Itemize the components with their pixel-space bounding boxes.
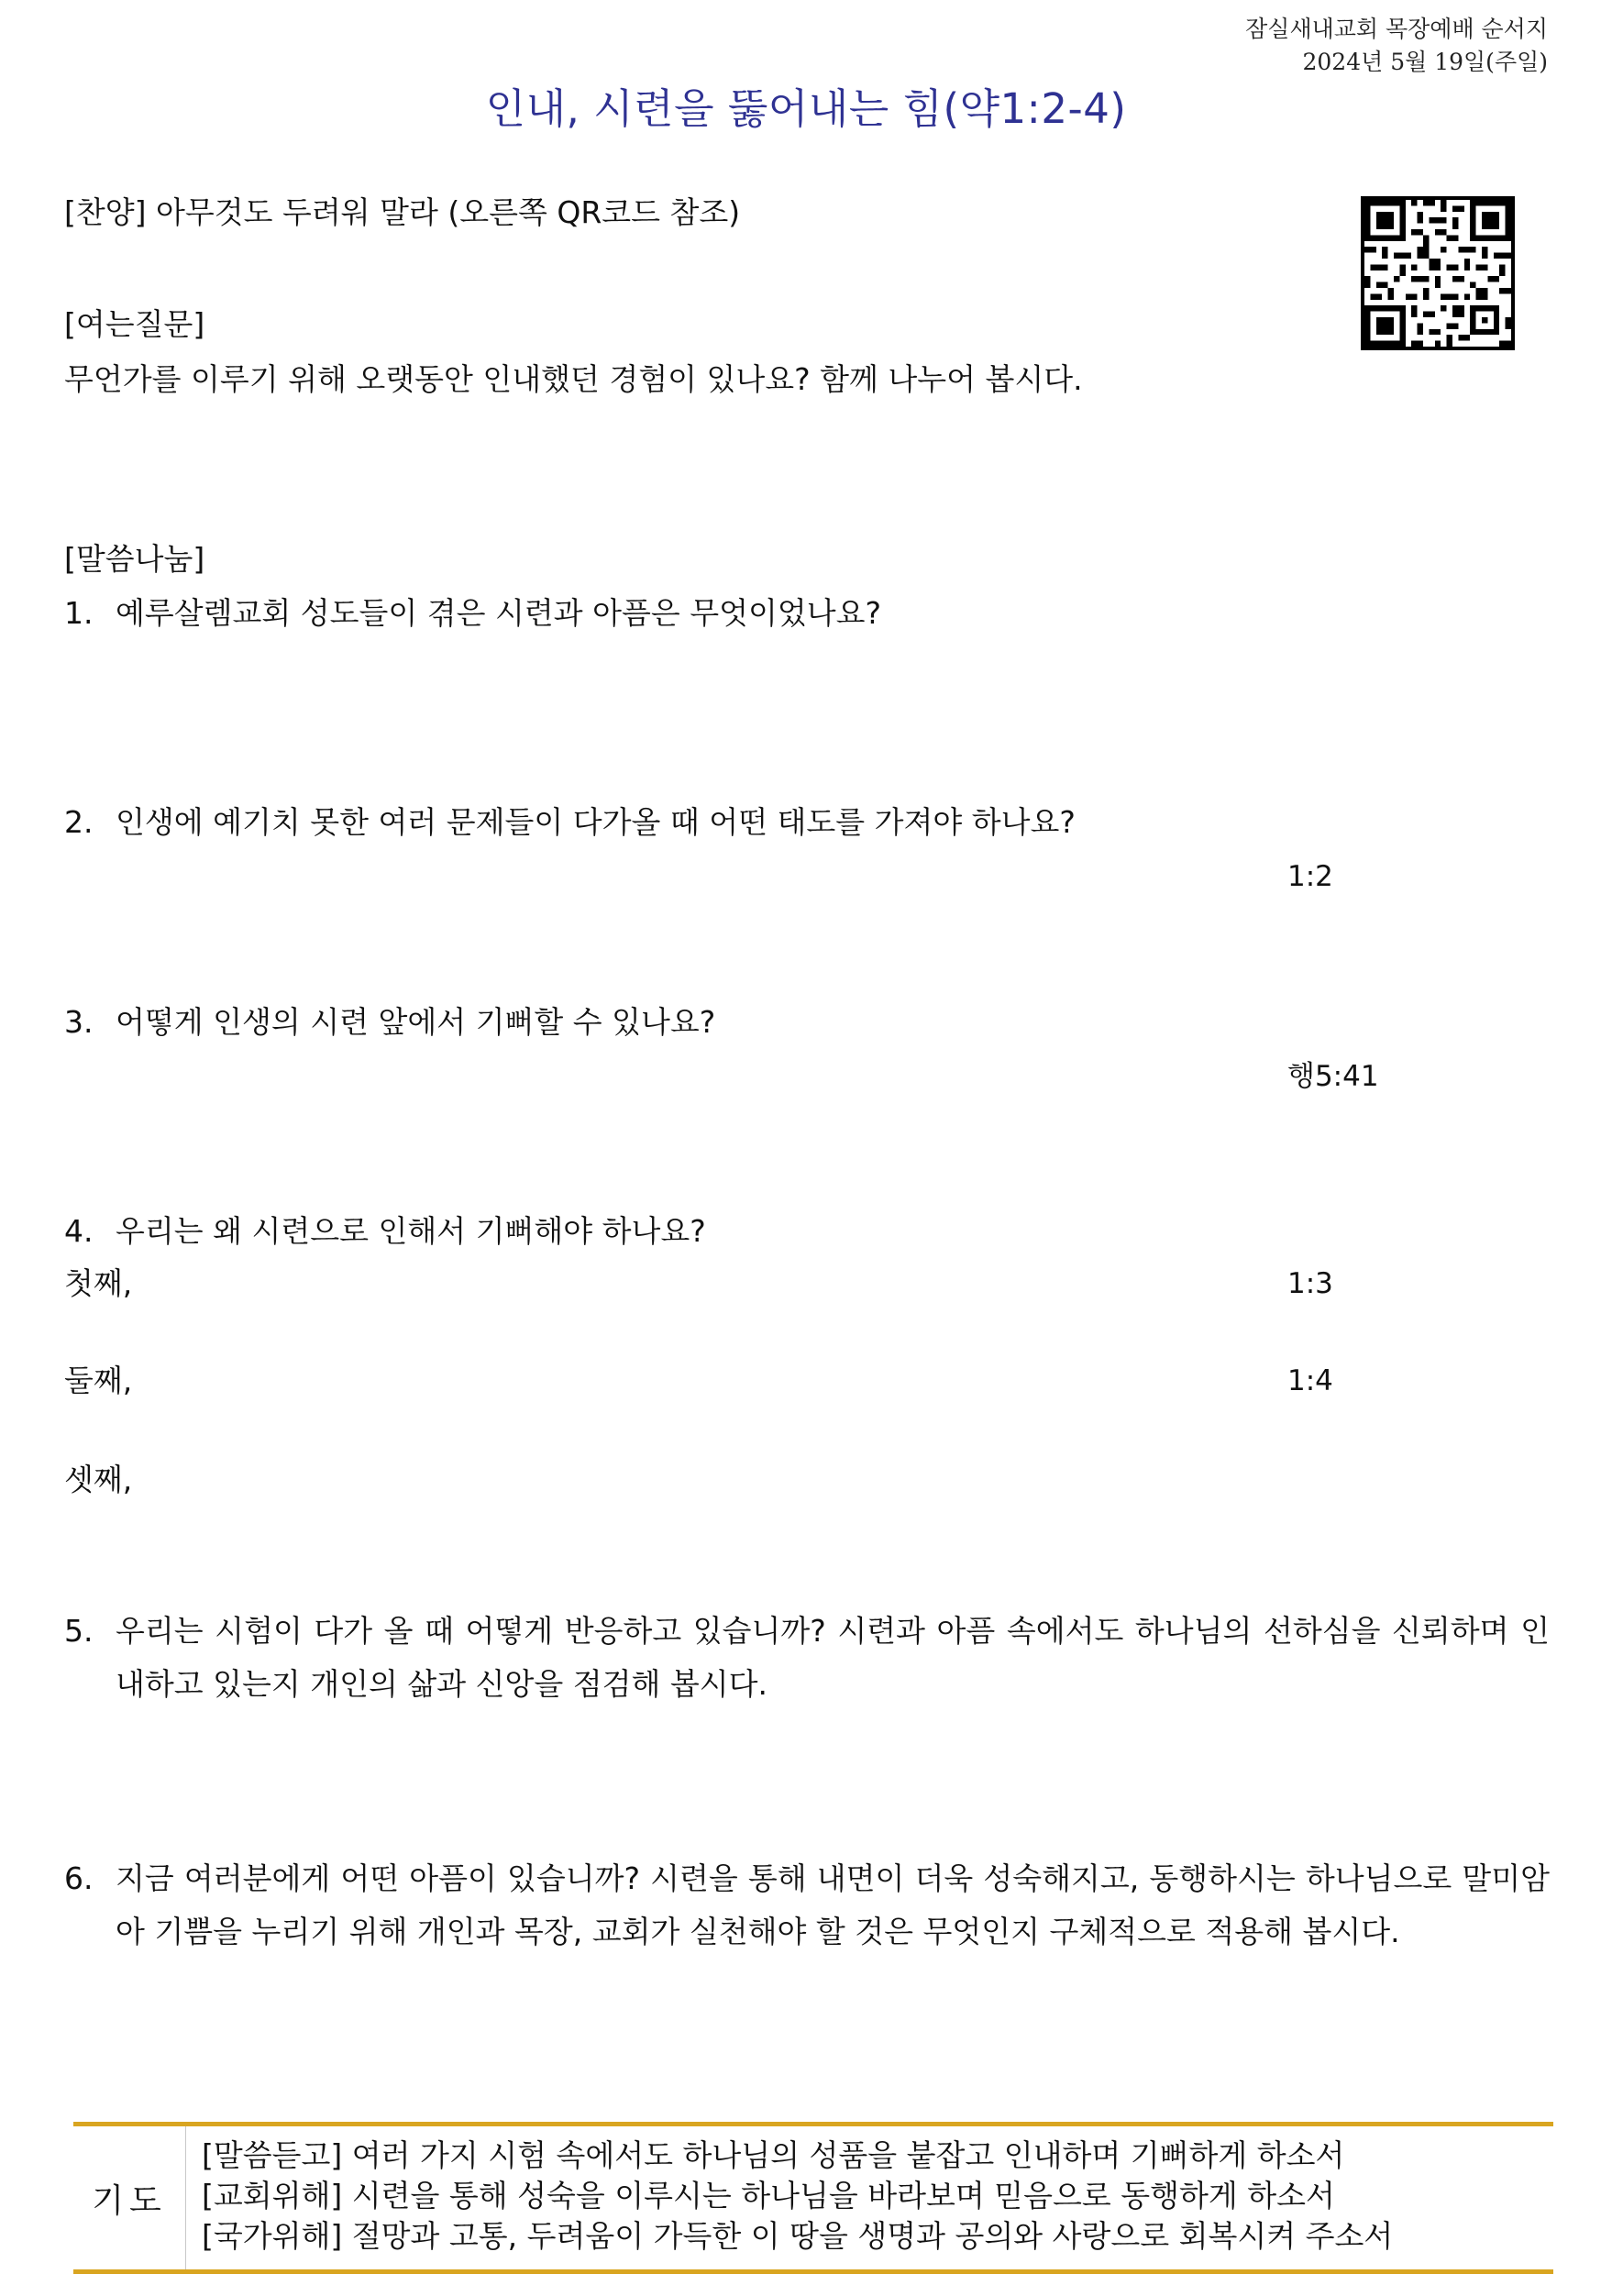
church-name: 잠실새내교회 목장예배 순서지 xyxy=(1245,16,1548,42)
scripture-reference: 1:4 xyxy=(1287,1364,1333,1397)
question-4 xyxy=(64,1205,1550,1258)
question-text: 예루살렘교회 성도들이 겪은 시련과 아픔은 무엇이었나요? xyxy=(116,595,882,631)
question-1 xyxy=(64,587,1550,640)
prayer-line: [국가위해] 절망과 고통, 두려움이 가득한 이 땅을 생명과 공의와 사랑으로 회복시켜 주소서 xyxy=(202,2218,1394,2254)
page-title: 인내, 시련을 뚫어내는 힘(약1:2-4) xyxy=(485,84,1127,133)
question-text: 우리는 왜 시련으로 인해서 기뻐해야 하나요? xyxy=(116,1213,706,1249)
question-text: 어떻게 인생의 시련 앞에서 기뻐할 수 있나요? xyxy=(116,1004,716,1040)
question-number: 5. xyxy=(64,1613,94,1649)
q4-item-first: 첫째, xyxy=(64,1265,133,1301)
header-info xyxy=(1245,13,1548,79)
question-2 xyxy=(64,796,1550,849)
q4-item-third: 셋째, xyxy=(64,1462,133,1497)
scripture-reference: 1:3 xyxy=(1287,1267,1333,1300)
question-number: 1. xyxy=(64,595,94,631)
service-date: 2024년 5월 19일(주일) xyxy=(1302,49,1548,75)
prayer-line: [교회위해] 시련을 통해 성숙을 이루시는 하나님을 바라보며 믿음으로 동행하게 하소서 xyxy=(202,2178,1335,2213)
question-3 xyxy=(64,996,1550,1049)
qr-code[interactable] xyxy=(1361,196,1515,350)
question-5 xyxy=(64,1605,1550,1711)
scripture-reference: 1:2 xyxy=(1287,860,1333,893)
qr-code-image xyxy=(1364,200,1511,347)
opening-heading: [여는질문] xyxy=(64,306,205,342)
question-text: 우리는 시험이 다가 올 때 어떻게 반응하고 있습니까? 시련과 아픔 속에서도 하나님의 선하심을 신뢰하며 인내하고 있는지 개인의 삶과 신앙을 점검해 봅시다. xyxy=(116,1613,1550,1702)
scripture-reference: 행5:41 xyxy=(1287,1060,1379,1093)
sharing-heading: [말씀나눔] xyxy=(64,541,205,577)
question-number: 3. xyxy=(64,1004,94,1040)
q4-item-second: 둘째, xyxy=(64,1363,133,1398)
question-number: 6. xyxy=(64,1860,94,1896)
prayer-line: [말씀듣고] 여러 가지 시험 속에서도 하나님의 성품을 붙잡고 인내하며 기뻐하게 하소서 xyxy=(202,2137,1345,2173)
question-number: 4. xyxy=(64,1213,94,1249)
question-text: 지금 여러분에게 어떤 아픔이 있습니까? 시련을 통해 내면이 더욱 성숙해지고, 동행하시는 하나님으로 말미암아 기쁨을 누리기 위해 개인과 목장, 교회가 실천해야 할 것은 무엇인지 구체적으로 적용해 봅시다. xyxy=(116,1860,1550,1949)
hymn-line: [찬양] 아무것도 두려워 말라 (오른쪽 QR코드 참조) xyxy=(64,194,741,230)
question-number: 2. xyxy=(64,804,94,840)
question-text: 인생에 예기치 못한 여러 문제들이 다가올 때 어떤 태도를 가져야 하나요? xyxy=(116,804,1076,840)
prayer-lines xyxy=(202,2136,1393,2257)
opening-question: 무언가를 이루기 위해 오랫동안 인내했던 경험이 있나요? 함께 나누어 봅시다. xyxy=(64,361,1083,397)
prayer-label: 기도 xyxy=(73,2126,186,2269)
question-6 xyxy=(64,1852,1550,1959)
prayer-box xyxy=(73,2122,1553,2274)
